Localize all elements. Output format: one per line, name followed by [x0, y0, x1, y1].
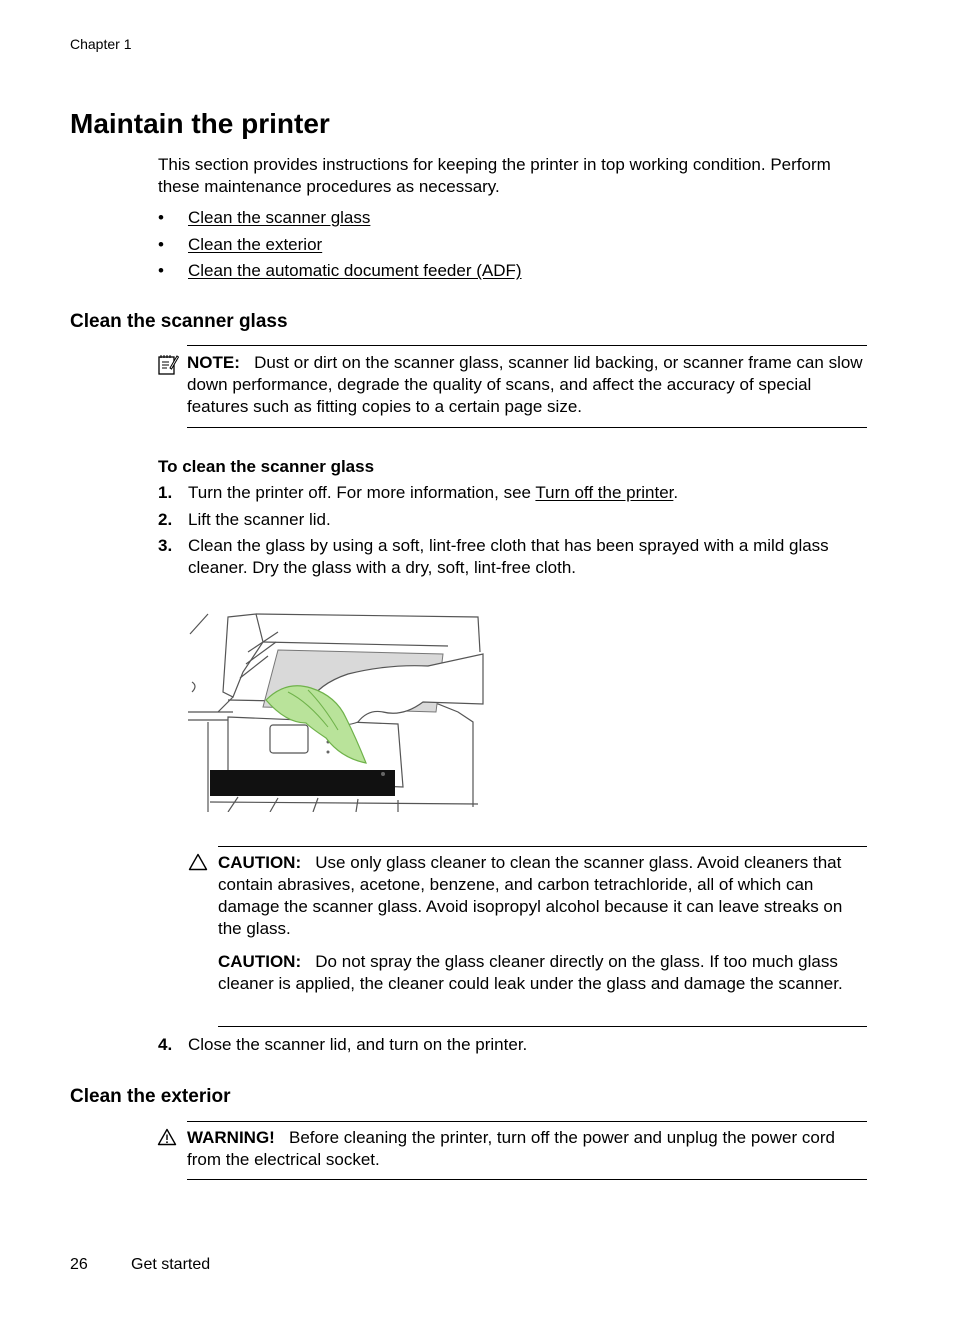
step-number: 1.	[158, 483, 173, 502]
note-bottom-rule	[187, 427, 867, 428]
link-turn-off-printer[interactable]: Turn off the printer	[535, 483, 674, 502]
intro-paragraph: This section provides instructions for keeping the printer in top working condition. Perform these maintenance procedures as necessary.	[158, 155, 831, 196]
warning-label: WARNING!	[187, 1128, 275, 1147]
step-item	[158, 509, 868, 531]
note-text-block	[187, 352, 867, 418]
page-title: Maintain the printer	[70, 108, 330, 139]
caution-label: CAUTION:	[218, 853, 302, 872]
bullet: •	[158, 208, 164, 227]
step-text: Close the scanner lid, and turn on the printer.	[188, 1035, 528, 1054]
caution-text-block	[218, 852, 868, 1006]
link-clean-exterior[interactable]: Clean the exterior	[188, 234, 323, 254]
bullet: •	[158, 234, 164, 254]
step-item	[158, 1034, 868, 1056]
link-clean-scanner-glass[interactable]: Clean the scanner glass	[188, 208, 371, 227]
note-top-rule	[187, 345, 867, 346]
scanner-cleaning-illustration	[188, 612, 488, 812]
warning-bottom-rule	[187, 1179, 867, 1180]
warning-top-rule	[187, 1121, 867, 1122]
step-number: 4.	[158, 1035, 173, 1054]
step-text: Lift the scanner lid.	[188, 509, 331, 529]
list-item	[158, 207, 522, 234]
caution-paragraph	[218, 852, 868, 940]
caution-paragraph	[218, 951, 868, 995]
step-text: Clean the glass by using a soft, lint-free cloth that has been sprayed with a mild glass cleaner. Dry the glass with a dry, soft, lint-free cloth.	[188, 536, 829, 577]
bullet: •	[158, 261, 164, 280]
footer-section-name: Get started	[131, 1256, 211, 1273]
procedure-title: To clean the scanner glass	[158, 457, 375, 476]
warning-icon	[157, 1128, 177, 1146]
step-number: 2.	[158, 509, 173, 529]
caution-label: CAUTION:	[218, 952, 302, 971]
step-item	[158, 535, 868, 579]
step-item	[158, 482, 868, 504]
note-icon	[157, 354, 179, 376]
link-clean-adf[interactable]: Clean the automatic document feeder (ADF)	[188, 261, 522, 280]
warning-text-block	[187, 1127, 867, 1171]
note-text: Dust or dirt on the scanner glass, scanner lid backing, or scanner frame can slow down performance, degrade the quality of scans, and affect the accuracy of special features such as fitting copies to a certain page size.	[187, 353, 863, 416]
note-label: NOTE:	[187, 353, 240, 372]
step-text-end: .	[673, 483, 679, 502]
step-number: 3.	[158, 536, 173, 555]
warning-text: Before cleaning the printer, turn off the power and unplug the power cord from the electrical socket.	[187, 1128, 835, 1169]
section-heading-exterior: Clean the exterior	[70, 1086, 231, 1107]
procedure-steps	[158, 482, 868, 584]
running-header: Chapter 1	[70, 36, 132, 52]
list-item	[158, 234, 522, 261]
caution-text: Use only glass cleaner to clean the scanner glass. Avoid cleaners that contain abrasives, acetone, benzene, and carbon tetrachloride, all of which can damage the scanner glass. Avoid isopropyl alcohol because it can leave streaks on the glass.	[218, 853, 843, 938]
list-item	[158, 260, 522, 287]
section-heading-scanner-glass: Clean the scanner glass	[70, 311, 288, 332]
caution-text: Do not spray the glass cleaner directly on the glass. If too much glass cleaner is applied, the cleaner could leak under the glass and damage the scanner.	[218, 952, 843, 993]
footer-page-number: 26	[70, 1256, 88, 1273]
caution-bottom-rule	[218, 1026, 867, 1027]
step-text: Turn the printer off. For more information, see	[188, 483, 536, 502]
caution-top-rule	[218, 846, 867, 847]
topic-link-list	[158, 207, 522, 287]
caution-icon	[188, 853, 208, 871]
